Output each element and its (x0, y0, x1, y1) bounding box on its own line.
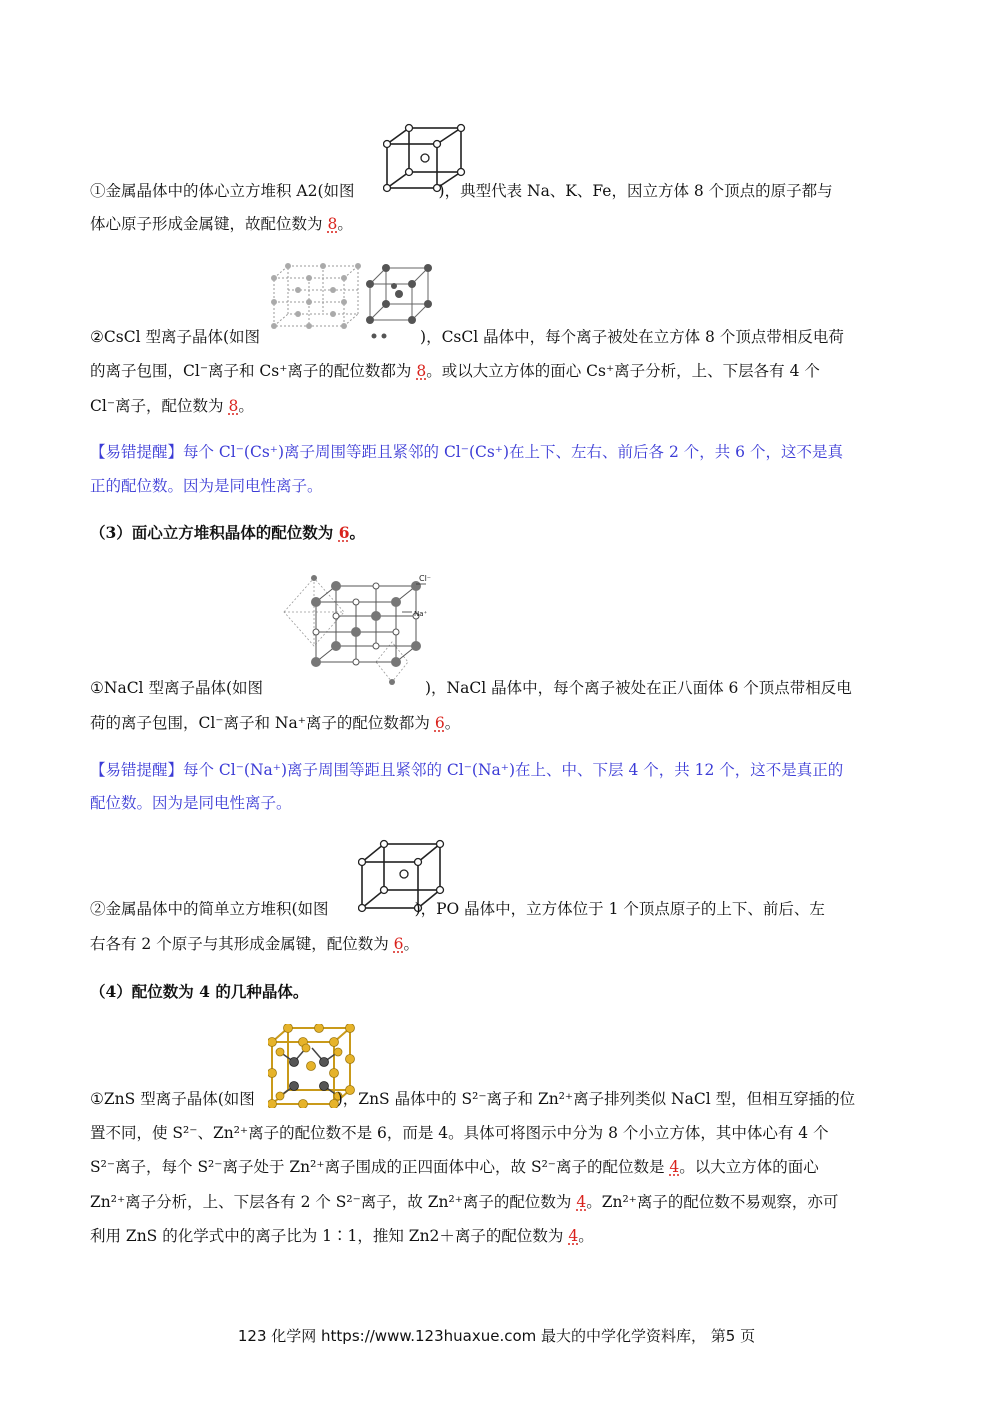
p2-text-e: Cl⁻离子，配位数为 (90, 397, 229, 415)
cl-label: Cl⁻ (419, 574, 432, 583)
p3-text-b: )，NaCl 晶体中，每个离子被处在正八面体 6 个顶点带相反电 (425, 679, 852, 697)
p4-text-c: 右各有 2 个原子与其形成金属键，配位数为 (90, 935, 394, 953)
p5-line5-a: 利用 ZnS 的化学式中的离子比为 1∶1，推知 Zn2＋离子的配位数为 (90, 1227, 569, 1245)
p4-text-b: )，PO 晶体中，立方体位于 1 个顶点原子的上下、前后、左 (414, 900, 825, 918)
p3-answer: 6 (434, 714, 445, 732)
p4-end: 。 (403, 935, 420, 953)
p2-text-b: )，CsCl 晶体中，每个离子被处在立方体 8 个顶点带相反电荷 (420, 328, 844, 346)
h4-heading: （4）配位数为 4 的几种晶体。 (90, 982, 309, 1001)
p5-answer-2: 4 (576, 1193, 587, 1211)
nacl-lattice-figure (276, 572, 434, 690)
p5-answer-3: 4 (568, 1227, 579, 1245)
p5-line4-a: Zn²⁺离子分析，上、下层各有 2 个 S²⁻离子，故 Zn²⁺离子的配位数为 (90, 1193, 577, 1211)
p2-end: 。 (238, 397, 254, 415)
p5-line1-a: ①ZnS 型离子晶体(如图 (90, 1090, 255, 1108)
p4-answer: 6 (393, 935, 404, 953)
p2-text-a: ②CsCl 型离子晶体(如图 (90, 328, 261, 346)
p5-answer-1: 4 (669, 1158, 680, 1176)
page-footer: 123 化学网 https://www.123huaxue.com 最大的中学化学资料库， 第5 页 (237, 1327, 756, 1345)
p1-text-c: 体心原子形成金属键，故配位数为 (90, 215, 328, 233)
p5-line4-b: 。Zn²⁺离子的配位数不易观察，亦可 (586, 1193, 839, 1211)
p2-text-d: 。或以大立方体的面心 Cs⁺离子分析，上、下层各有 4 个 (426, 362, 820, 380)
p2-text-c: 的离子包围，Cl⁻离子和 Cs⁺离子的配位数都为 (90, 362, 417, 380)
h3-heading: （3）面心立方堆积晶体的配位数为 (90, 523, 339, 542)
na-label: Na⁺ (414, 610, 428, 618)
p1-text-a: ①金属晶体中的体心立方堆积 A2(如图 (90, 182, 355, 200)
p1-answer: 8 (327, 215, 338, 233)
p1-end: 。 (337, 215, 353, 233)
p2-answer-1: 8 (416, 362, 427, 380)
p5-end: 。 (578, 1227, 594, 1245)
p5-line2: 置不同，使 S²⁻、Zn²⁺离子的配位数不是 6，而是 4。具体可将图示中分为 8 个小立方体，其中体心有 4 个 (90, 1124, 829, 1142)
p5-line3-b: 。以大立方体的面心 (679, 1158, 819, 1176)
p1-text-b: )，典型代表 Na、K、Fe，因立方体 8 个顶点的原子都与 (438, 182, 833, 200)
tip2-line2: 配位数。因为是同电性离子。 (90, 794, 292, 812)
p3-text-c: 荷的离子包围，Cl⁻离子和 Na⁺离子的配位数都为 (90, 714, 435, 732)
h3-answer: 6 (338, 523, 350, 542)
p4-text-a: ②金属晶体中的简单立方堆积(如图 (90, 900, 329, 918)
p5-line1-b: )，ZnS 晶体中的 S²⁻离子和 Zn²⁺离子排列类似 NaCl 型，但相互穿插的位 (336, 1090, 856, 1108)
p3-end: 。 (444, 714, 461, 732)
tip1-line2: 正的配位数。因为是同电性离子。 (90, 477, 323, 495)
tip1-line1: 【易错提醒】每个 Cl⁻(Cs⁺)离子周围等距且紧邻的 Cl⁻(Cs⁺)在上下、左右、前后各 2 个，共 6 个，这不是真 (90, 443, 843, 461)
p2-answer-2: 8 (228, 397, 239, 415)
p5-line3-a: S²⁻离子，每个 S²⁻离子处于 Zn²⁺离子围成的正四面体中心，故 S²⁻离子的配位数是 (90, 1158, 670, 1176)
tip2-line1: 【易错提醒】每个 Cl⁻(Na⁺)离子周围等距且紧邻的 Cl⁻(Na⁺)在上、中、下层 4 个，共 12 个，这不是真正的 (90, 761, 844, 779)
h3-end: 。 (349, 523, 365, 542)
p3-text-a: ①NaCl 型离子晶体(如图 (90, 679, 263, 697)
